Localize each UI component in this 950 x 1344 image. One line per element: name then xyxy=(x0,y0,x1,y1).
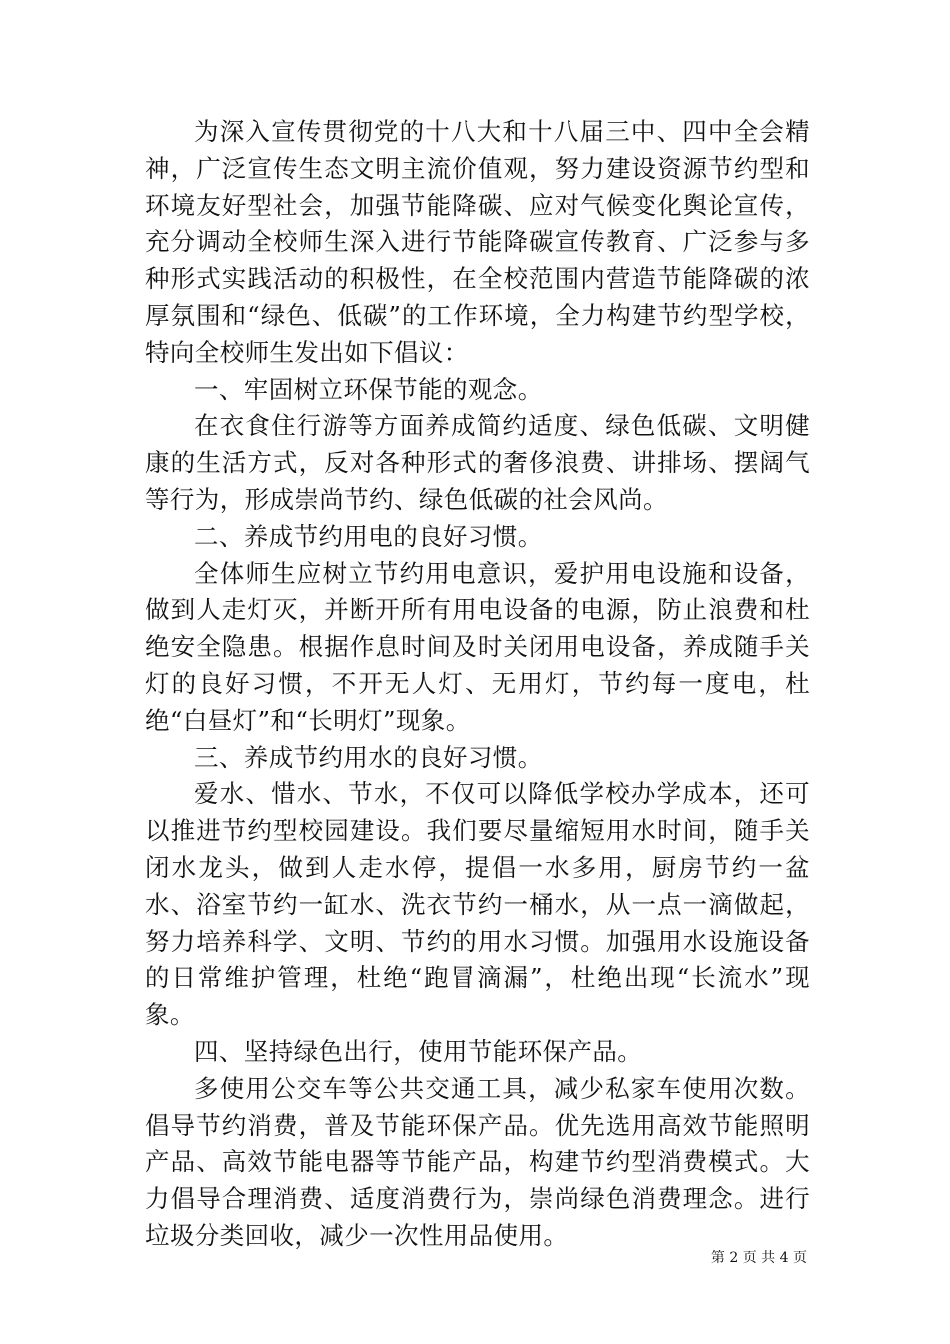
section-heading-2: 二、养成节约用电的良好习惯。 xyxy=(194,521,543,551)
document-body xyxy=(145,114,810,1255)
section-heading-4: 四、坚持绿色出行，使用节能环保产品。 xyxy=(194,1036,643,1066)
section-heading-3: 三、养成节约用水的良好习惯。 xyxy=(194,742,543,772)
section-heading-1: 一、牢固树立环保节能的观念。 xyxy=(194,374,543,404)
paragraph-4: 多使用公交车等公共交通工具，减少私家车使用次数。倡导节约消费，普及节能环保产品。优先选用高效节能照明产品、高效节能电器等节能产品，构建节约型消费模式。大力倡导合理消费、适度消费行为，崇尚绿色消费理念。进行垃圾分类回收，减少一次性用品使用。 xyxy=(145,1073,810,1250)
paragraph-1: 在衣食住行游等方面养成简约适度、绿色低碳、文明健康的生活方式，反对各种形式的奢侈浪费、讲排场、摆阔气等行为，形成崇尚节约、绿色低碳的社会风尚。 xyxy=(145,411,810,514)
paragraph-2: 全体师生应树立节约用电意识，爱护用电设施和设备，做到人走灯灭，并断开所有用电设备的电源，防止浪费和杜绝安全隐患。根据作息时间及时关闭用电设备，养成随手关灯的良好习惯，不开无人灯、无用灯，节约每一度电，杜绝“白昼灯”和“长明灯”现象。 xyxy=(145,558,810,735)
page-number: 第 2 页 共 4 页 xyxy=(710,1250,807,1266)
paragraph-3: 爱水、惜水、节水，不仅可以降低学校办学成本，还可以推进节约型校园建设。我们要尽量缩短用水时间，随手关闭水龙头，做到人走水停，提倡一水多用，厨房节约一盆水、浴室节约一缸水、洗衣节约一桶水，从一点一滴做起，努力培养科学、文明、节约的用水习惯。加强用水设施设备的日常维护管理，杜绝“跑冒滴漏”，杜绝出现“长流水”现象。 xyxy=(145,779,810,1030)
paragraph-intro: 为深入宣传贯彻党的十八大和十八届三中、四中全会精神，广泛宣传生态文明主流价值观，努力建设资源节约型和环境友好型社会，加强节能降碳、应对气候变化舆论宣传，充分调动全校师生深入进行节能降碳宣传教育、广泛参与多种形式实践活动的积极性，在全校范围内营造节能降碳的浓厚氛围和“绿色、低碳”的工作环境，全力构建节约型学校，特向全校师生发出如下倡议： xyxy=(145,117,810,367)
